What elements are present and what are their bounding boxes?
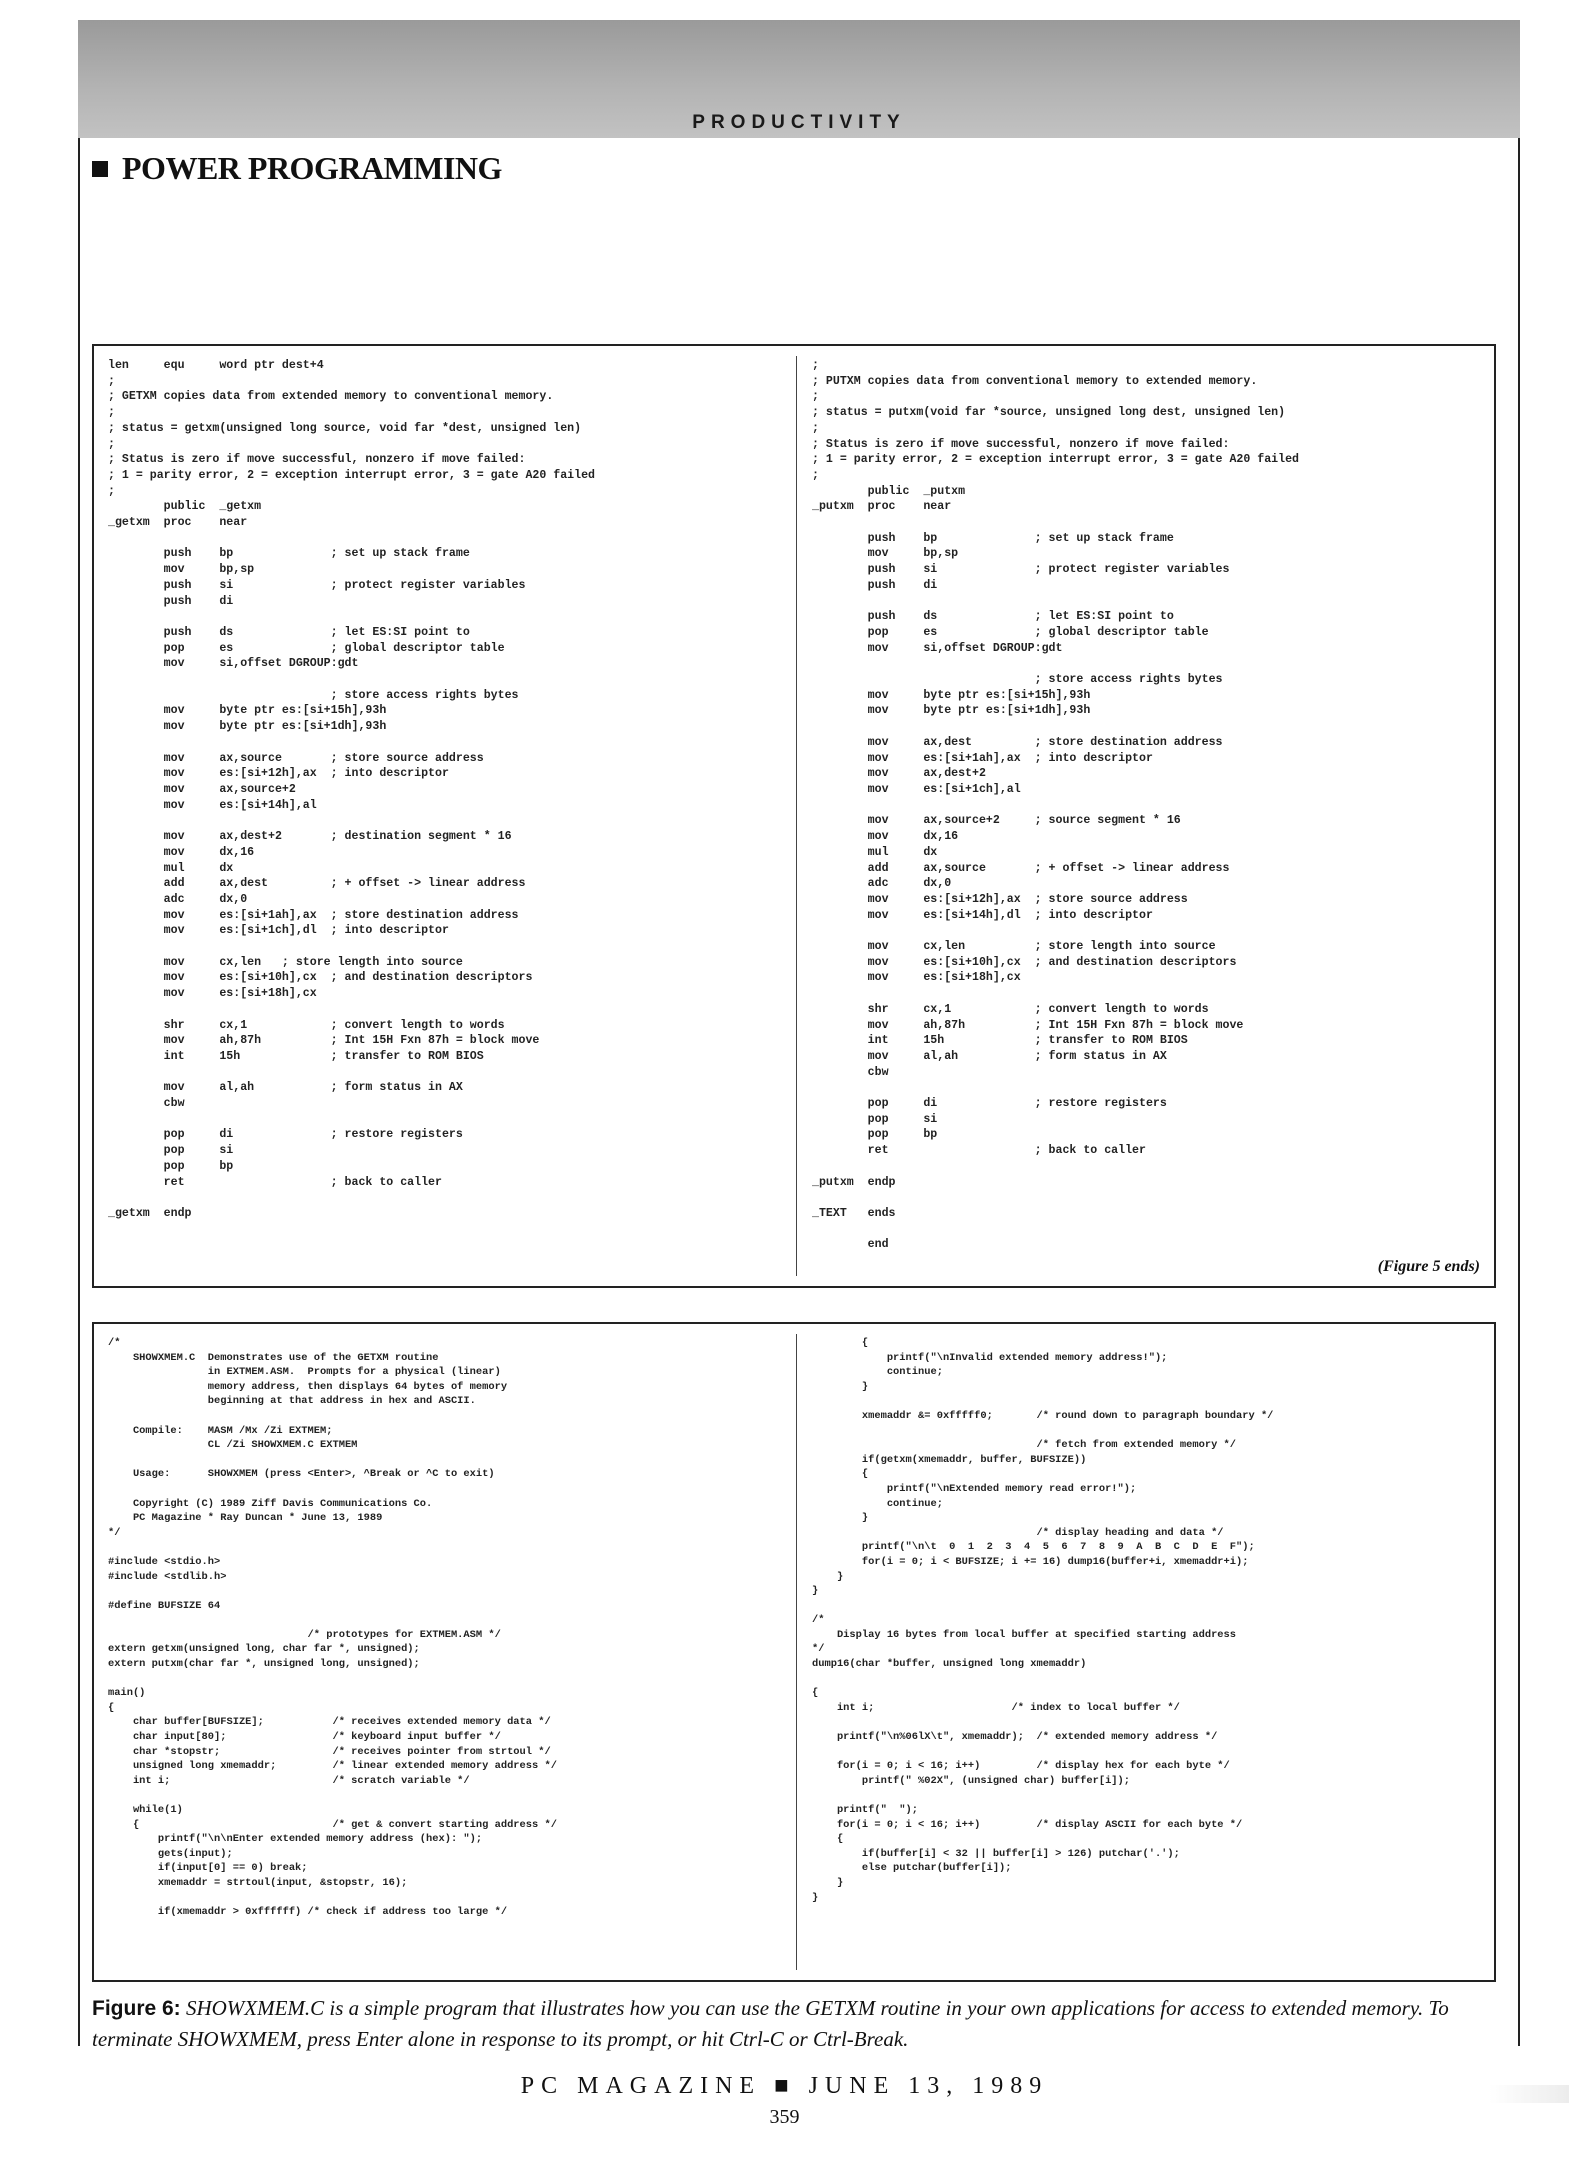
figure-ends-label: (Figure 5 ends) (1377, 1258, 1480, 1275)
page-number: 359 (769, 2106, 800, 2128)
figure-6-listing (92, 1322, 1496, 1982)
scan-smudge (1489, 2085, 1569, 2103)
header-banner (78, 20, 1520, 138)
putxm-code: ; ; PUTXM copies data from conventional memory to extended memory. ; ; status = putxm(void far *source, unsigned long dest, unsigned len) ; ; Status is zero if move successful, nonzero if move failed: ; 1 = parity error, 2 = exception interrupt error, 3 = gate A20 failed ; public _putxm _putxm proc near push bp ; set up stack frame mov bp,sp push si ; protect register variables push di push ds ; let ES:SI point to pop es ; global descriptor table mov si,offset DGROUP:gdt ; store access rights bytes mov byte ptr es:[si+15h],93h mov byte ptr es:[si+1dh],93h mov ax,dest ; store destination address mov es:[si+1ah],ax ; into descriptor mov ax,dest+2 mov es:[si+1ch],al mov ax,source+2 ; source segment * 16 mov dx,16 mul dx add ax,source ; + offset -> linear address adc dx,0 mov es:[si+12h],ax ; store source address mov es:[si+14h],dl ; into descriptor mov cx,len ; store length into source mov es:[si+10h],cx ; and destination descriptors mov es:[si+18h],cx shr cx,1 ; convert length to words mov ah,87h ; Int 15H Fxn 87h = block move int 15h ; transfer to ROM BIOS mov al,ah ; form status in AX cbw pop di ; restore registers pop si pop bp ret ; back to caller _putxm endp _TEXT ends end (812, 359, 1300, 1252)
title-bullet (92, 161, 108, 177)
figure-5-listing (92, 344, 1496, 1288)
section-label: PRODUCTIVITY (692, 112, 906, 133)
showxmem-code-left: /* SHOWXMEM.C Demonstrates use of the GETXM routine in EXTMEM.ASM. Prompts for a physical (linear) memory address, then displays 64 bytes of memory beginning at that address in hex and ASCII. Compile: MASM /Mx /Zi EXTMEM; CL /Zi SHOWXMEM.C EXTMEM Usage: SHOWXMEM (press <Enter>, ^Break or ^C to exit) Copyright (C) 1989 Ziff Davis Communications Co. PC Magazine * Ray Duncan * June 13, 1989 */ #include <stdio.h> #include <stdlib.h> #define BUFSIZE 64 /* prototypes for EXTMEM.ASM */ extern getxm(unsigned long, char far *, unsigned); extern putxm(char far *, unsigned long, unsigned); main() { char buffer[BUFSIZE]; /* receives extended memory data */ char input[80]; /* keyboard input buffer */ char *stopstr; /* receives pointer from strtoul */ unsigned long xmemaddr; /* linear extended memory address */ int i; /* scratch variable */ while(1) { /* get & convert starting address */ printf("\n\nEnter extended memory address (hex): "); gets(input); if(input[0] == 0) break; xmemaddr = strtoul(input, &stopstr, 16); if(xmemaddr > 0xffffff) /* check if address too large */ (108, 1337, 557, 1919)
caption-text: SHOWXMEM.C is a simple program that illustrates how you can use the GETXM routine in your own applications for access to extended memory. To terminate SHOWXMEM, press Enter alone in response to its prompt, or hit Ctrl-C or Ctrl-Break. (92, 1996, 1449, 2051)
showxmem-code-right: { printf("\nInvalid extended memory address!"); continue; } xmemaddr &= 0xfffff0; /* round down to paragraph boundary */ /* fetch from extended memory */ if(getxm(xmemaddr, buffer, BUFSIZE)) { printf("\nExtended memory read error!"); continue; } /* display heading and data */ printf("\n\t 0 1 2 3 4 5 6 7 8 9 A B C D E F"); for(i = 0; i < BUFSIZE; i += 16) dump16(buffer+i, xmemaddr+i); } } /* Display 16 bytes from local buffer at specified starting address */ dump16(char *buffer, unsigned long xmemaddr) { int i; /* index to local buffer */ printf("\n%06lX\t", xmemaddr); /* extended memory address */ for(i = 0; i < 16; i++) /* display hex for each byte */ printf(" %02X", (unsigned char) buffer[i]); printf(" "); for(i = 0; i < 16; i++) /* display ASCII for each byte */ { if(buffer[i] < 32 || buffer[i] > 126) putchar('.'); else putchar(buffer[i]); } } (812, 1337, 1274, 1904)
right-margin-rule (1518, 138, 1520, 2046)
page-title-text: POWER PROGRAMMING (122, 150, 502, 186)
column-divider (796, 356, 797, 1276)
page-title (92, 150, 502, 187)
column-divider (796, 1334, 797, 1970)
figure-caption (92, 1993, 1512, 2054)
caption-label: Figure 6: (92, 1997, 181, 2020)
footer-magazine: PC MAGAZINE ■ JUNE 13, 1989 (520, 2073, 1049, 2099)
left-margin-rule (78, 138, 80, 2046)
getxm-code: len equ word ptr dest+4 ; ; GETXM copies data from extended memory to conventional memory. ; ; status = getxm(unsigned long source, void far *dest, unsigned len) ; ; Status is zero if move successful, nonzero if move failed: ; 1 = parity error, 2 = exception interrupt error, 3 = gate A20 failed ; public _getxm _getxm proc near push bp ; set up stack frame mov bp,sp push si ; protect register variables push di push ds ; let ES:SI point to pop es ; global descriptor table mov si,offset DGROUP:gdt ; store access rights bytes mov byte ptr es:[si+15h],93h mov byte ptr es:[si+1dh],93h mov ax,source ; store source address mov es:[si+12h],ax ; into descriptor mov ax,source+2 mov es:[si+14h],al mov ax,dest+2 ; destination segment * 16 mov dx,16 mul dx add ax,dest ; + offset -> linear address adc dx,0 mov es:[si+1ah],ax ; store destination address mov es:[si+1ch],dl ; into descriptor mov cx,len ; store length into source mov es:[si+10h],cx ; and destination descriptors mov es:[si+18h],cx shr cx,1 ; convert length to words mov ah,87h ; Int 15H Fxn 87h = block move int 15h ; transfer to ROM BIOS mov al,ah ; form status in AX cbw pop di ; restore registers pop si pop bp ret ; back to caller _getxm endp (108, 359, 596, 1220)
